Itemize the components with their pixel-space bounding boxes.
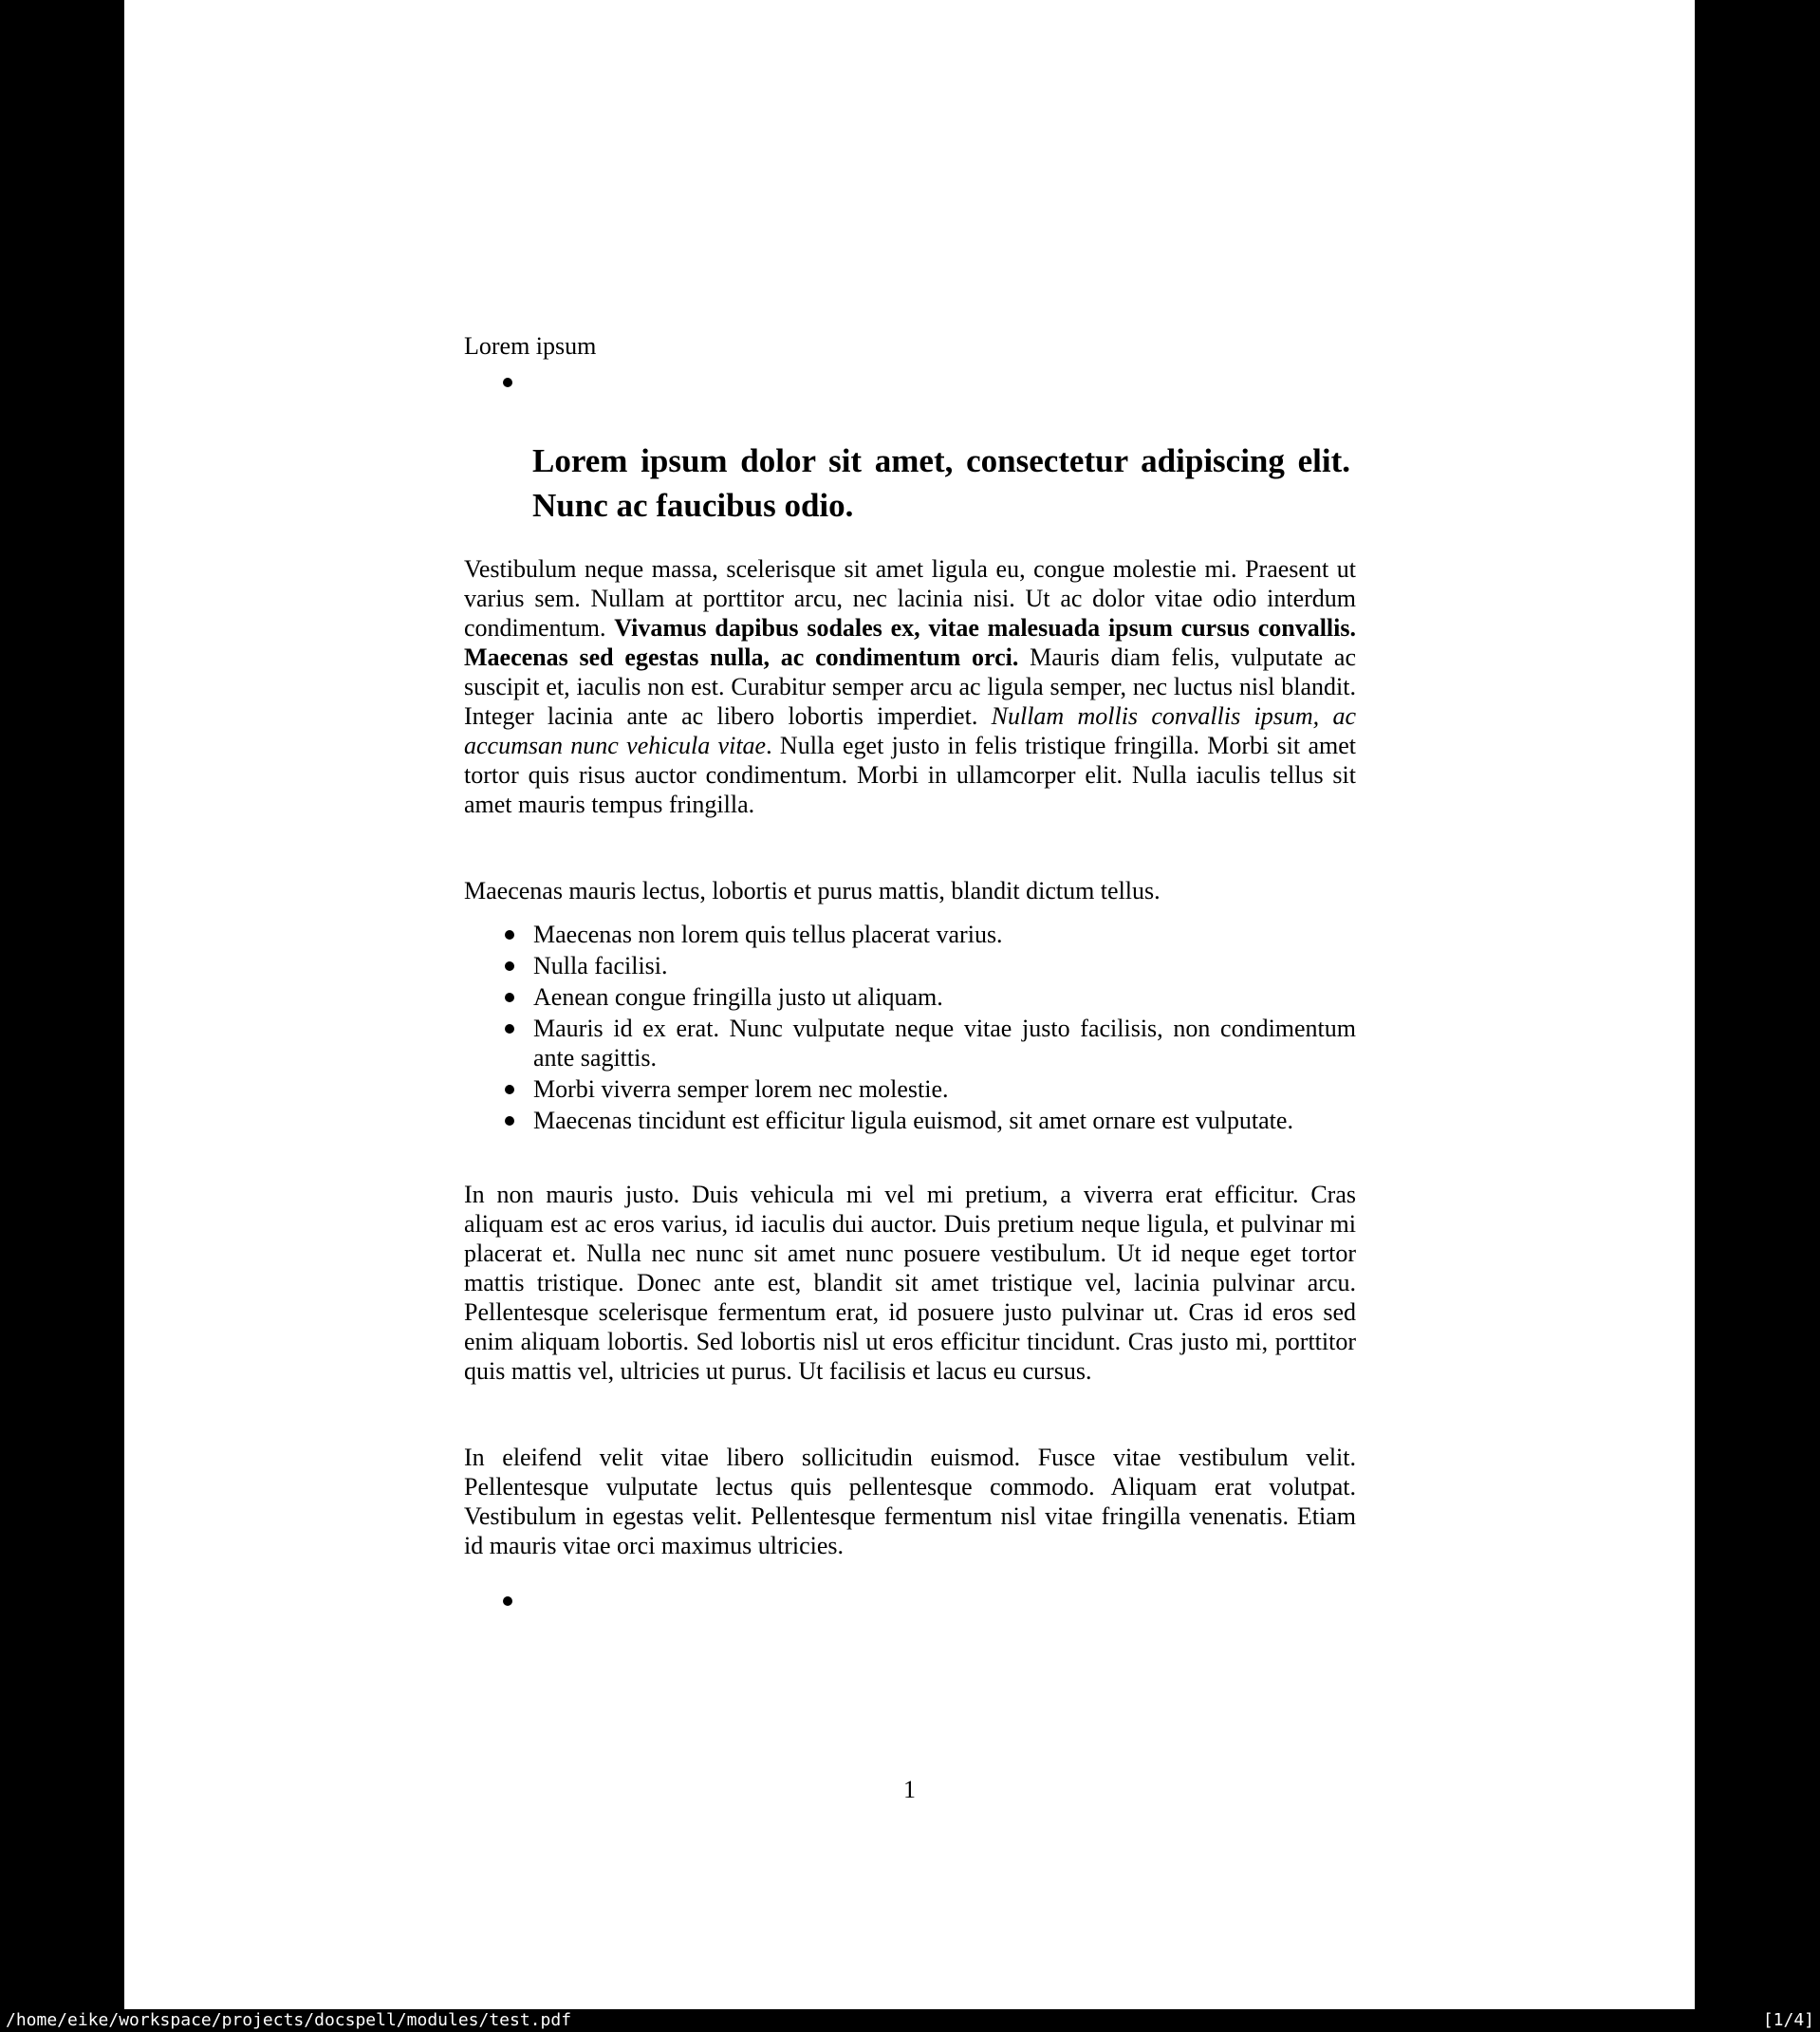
text-run-bold: Vivamus dapibus sodales ex, vitae malesuada ipsum cursus convallis. Maecenas sed egestas nulla, ac condimentum orci. xyxy=(464,614,1356,671)
bullet-icon xyxy=(505,961,514,971)
text-run-normal: Vestibulum neque massa, scelerisque sit amet ligula eu, congue molestie mi. Praesent ut varius sem. Nullam at porttitor arcu, nec lacinia nisi. Ut ac dolor vitae odio interdum condimentum. xyxy=(464,555,1356,642)
list-item-text: Mauris id ex erat. Nunc vulputate neque vitae justo facilisis, non condimentum ante sagittis. xyxy=(533,1015,1356,1072)
list-item-text: Aenean congue fringilla justo ut aliquam. xyxy=(533,983,943,1011)
bullet-icon xyxy=(505,1116,514,1126)
bullet-icon xyxy=(505,1024,514,1034)
bullet-icon xyxy=(505,993,514,1002)
bullet-icon xyxy=(505,930,514,940)
list-item-text: Maecenas non lorem quis tellus placerat varius. xyxy=(533,921,1003,948)
body-paragraph-1 xyxy=(464,554,1356,819)
text-run-normal: Mauris diam felis, vulputate ac suscipit et, iaculis non est. Curabitur semper arcu ac ligula semper, nec luctus nisl blandit. Integer lacinia ante ac libero lobortis imperdiet. xyxy=(464,643,1356,730)
list-item xyxy=(464,920,1356,949)
bullet-icon xyxy=(503,378,512,387)
text-run-normal: . Nulla eget justo in felis tristique fringilla. Morbi sit amet tortor quis risus auctor condimentum. Morbi in ullamcorper elit. Nulla iaculis tellus sit amet mauris tempus fringilla. xyxy=(464,732,1357,818)
list-item xyxy=(464,951,1356,980)
bullet-icon xyxy=(503,1596,512,1606)
statusbar xyxy=(0,2009,1820,2032)
list-item-text: Maecenas tincidunt est efficitur ligula euismod, sit amet ornare est vulputate. xyxy=(533,1107,1293,1134)
list-item-text: Morbi viverra semper lorem nec molestie. xyxy=(533,1075,949,1103)
page-number: 1 xyxy=(903,1776,916,1803)
list-item xyxy=(464,982,1356,1012)
list-item xyxy=(464,1014,1356,1072)
pdf-page[interactable] xyxy=(124,0,1695,2009)
section-heading: Lorem ipsum dolor sit amet, consectetur adipiscing elit. Nunc ac faucibus odio. xyxy=(532,442,1350,524)
body-paragraph-4: In eleifend velit vitae libero sollicitudin euismod. Fusce vitae vestibulum velit. Pellentesque vulputate lectus quis pellentesque commodo. Aliquam erat volutpat. Vestibulum in egestas velit. Pellentesque fermentum nisl vitae fringilla venenatis. Etiam id mauris vitae orci maximus ultricies. xyxy=(464,1444,1356,1559)
body-paragraph-2: Maecenas mauris lectus, lobortis et purus mattis, blandit dictum tellus. xyxy=(464,877,1161,904)
bullet-list xyxy=(464,920,1356,1137)
list-item-text: Nulla facilisi. xyxy=(533,952,668,979)
bullet-icon xyxy=(505,1085,514,1094)
text-run-italic: Nullam mollis convallis ipsum, ac accumsan nunc vehicula vitae xyxy=(464,702,1356,759)
body-paragraph-3: In non mauris justo. Duis vehicula mi vel mi pretium, a viverra erat efficitur. Cras aliquam est ac eros varius, id iaculis dui auctor. Duis pretium neque ligula, et pulvinar mi placerat et. Nulla nec nunc sit amet nunc posuere vestibulum. Ut id neque eget tortor mattis tristique. Donec ante est, blandit sit amet tristique vel, lacinia pulvinar arcu. Pellentesque scelerisque fermentum erat, id posuere justo pulvinar ut. Cras id eros sed enim aliquam lobortis. Sed lobortis nisl ut eros efficitur tincidunt. Cras justo mi, porttitor quis mattis vel, ultricies ut purus. Ut facilisis et lacus eu cursus. xyxy=(464,1181,1356,1385)
statusbar-page-indicator: [1/4] xyxy=(1762,2010,1814,2030)
statusbar-file-path: /home/eike/workspace/projects/docspell/modules/test.pdf xyxy=(6,2010,572,2030)
list-item xyxy=(464,1074,1356,1104)
intro-text: Lorem ipsum xyxy=(464,332,597,360)
list-item xyxy=(464,1106,1356,1135)
